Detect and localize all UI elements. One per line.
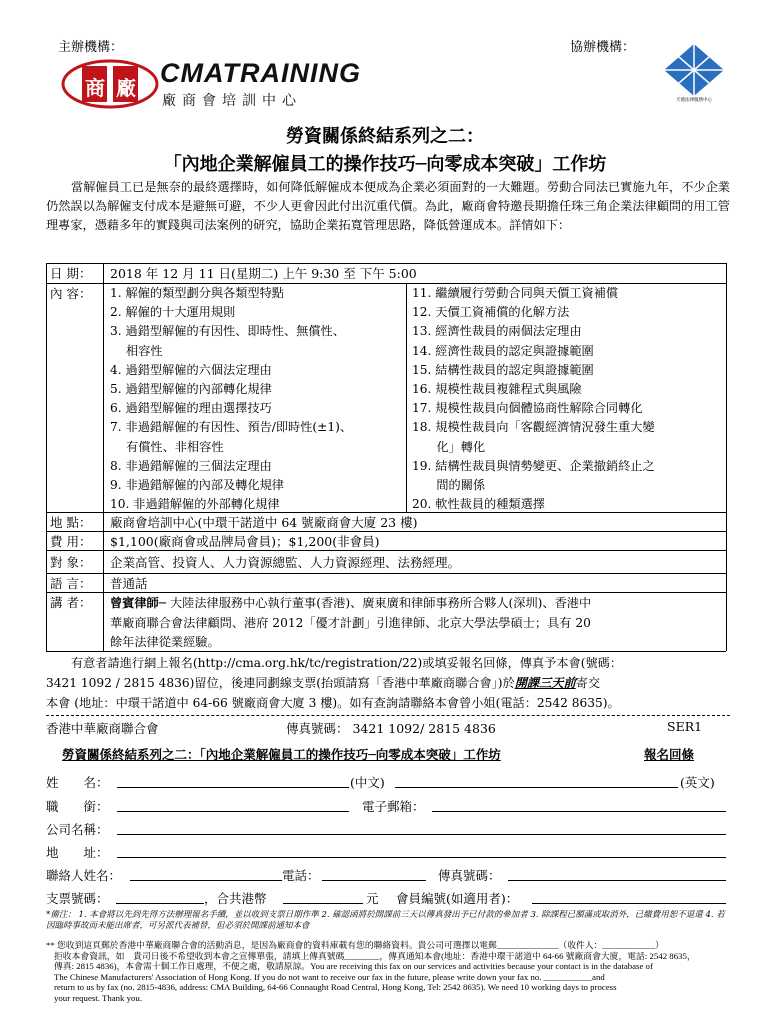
target-value: 企業高管、投資人、人力資源總監、人力資源經理、法務經理。	[110, 555, 461, 570]
content-item: 3. 過錯型解僱的有因性、即時性、無償性、	[110, 324, 345, 339]
contact-label: 聯絡人姓名：	[46, 868, 122, 883]
content-item: 14. 經濟性裁員的認定與證據範圍	[412, 343, 594, 358]
registration-line-3: 本會 (地址：中環干諾道中 64-66 號廠商會大廈 3 樓)。如有查詢請聯絡本會曾小姐(電話：2542 8635)。	[46, 696, 620, 710]
language-value: 普通話	[110, 576, 148, 591]
chinese-name-field[interactable]	[117, 787, 349, 788]
email-label: 電子郵箱：	[362, 799, 425, 814]
form-reply: 報名回條	[644, 747, 695, 762]
amount-label: ，合共港幣	[204, 891, 267, 906]
content-item: 6. 過錯型解僱的理由選擇技巧	[110, 401, 272, 416]
registration-line-2a: 3421 1092 / 2815 4836)留位，後連同劃線支票(抬頭請寫「香港中華廠商聯合會」)於	[46, 676, 515, 690]
content-item: 5. 過錯型解僱的內部轉化規律	[110, 382, 272, 397]
content-item: 20. 軟性裁員的種類選擇	[412, 497, 545, 512]
content-item: 10. 非過錯解僱的外部轉化規律	[110, 497, 280, 512]
form-fax: 傳真號碼： 3421 1092/ 2815 4836	[286, 721, 496, 736]
content-item: 15. 結構性裁員的認定與證據範圍	[412, 362, 594, 377]
content-item: 4. 過錯型解僱的六個法定理由	[110, 362, 272, 377]
title-line-1: 勞資關係終結系列之二：	[286, 126, 484, 147]
dollar-label: 元	[366, 891, 379, 906]
chinese-label: (中文)	[350, 775, 385, 790]
fee-label: 費 用：	[50, 534, 92, 549]
address-label: 地 址：	[46, 845, 109, 860]
content-item: 有償性、非相容性	[110, 439, 224, 454]
language-label: 語 言：	[50, 576, 92, 591]
company-field[interactable]	[117, 834, 726, 835]
position-label: 職 銜：	[46, 799, 109, 814]
content-item: 7. 非過錯解僱的有因性、預告/即時性(±1)、	[110, 420, 353, 435]
seal-char-1: 商	[85, 76, 105, 100]
speaker-line-3: 餘年法律從業經驗。	[110, 635, 220, 649]
logo-sub: 廠商會培訓中心	[162, 93, 302, 109]
content-label: 內 容：	[50, 286, 92, 301]
registration-text	[46, 653, 730, 713]
english-name-field[interactable]	[395, 787, 678, 788]
intro-paragraph: 當解僱員工已是無奈的最終選擇時，如何降低解僱成本便成為企業必須面對的一大難題。勞動合同法已實施九年，不少企業仍然誤以為解僱支付成本是避無可避，不少人更會因此付出沉重代價。為此，廠商會特邀長期擔任珠三角企業法律顧問的用工管理專家，憑藉多年的實踐與司法案例的研究，協助企業拓寬管理思路，降低營運成本。詳情如下：	[46, 180, 730, 232]
content-item: 16. 規模性裁員複雜程式與風險	[412, 382, 582, 397]
target-label: 對 象：	[50, 555, 92, 570]
contact-name-field[interactable]	[130, 880, 282, 881]
co-logo-caption: 天德法律服務中心	[676, 98, 712, 103]
fee-value: $1,100(廠商會或品牌局會員)；$1,200(非會員)	[110, 534, 380, 549]
content-item: 11. 繼續履行勞動合同與天價工資補償	[412, 286, 619, 300]
content-item: 相容性	[110, 343, 163, 358]
form-title: 勞資關係終結系列之二：「內地企業解僱員工的操作技巧─向零成本突破」工作坊	[62, 747, 501, 762]
speaker-block	[110, 594, 720, 653]
phone-field[interactable]	[322, 880, 426, 881]
form-code: SER1	[667, 719, 703, 734]
content-item: 1. 解僱的類型劃分與各類型特點	[110, 286, 284, 300]
member-field[interactable]	[532, 903, 726, 904]
cma-seal-icon	[60, 58, 160, 110]
name-label: 姓 名：	[46, 775, 109, 790]
cheque-label: 支票號碼：	[46, 891, 109, 906]
venue-label: 地 點：	[50, 515, 92, 530]
registration-line-2c: 寄交	[575, 676, 601, 690]
registration-deadline: 開課三天前	[514, 676, 576, 690]
english-label: (英文)	[680, 775, 715, 790]
content-item: 化」轉化	[412, 439, 486, 454]
company-label: 公司名稱：	[46, 822, 109, 837]
speaker-line-2: 華廠商聯合會法律顧問、港府 2012「優才計劃」引進律師、北京大學法學碩士；具有 20	[110, 615, 591, 630]
cma-logo	[60, 58, 380, 110]
footer-line-2: 拒收本會資訊，如 貴司日後不希望收到本會之宣傳單張，請填上傳真號碼________，傳真通知本會(地址：香港中環干諾道中 64-66 號廠商會大廈，電話: 2542 8635，	[54, 950, 696, 961]
fax-field[interactable]	[508, 880, 726, 881]
registration-line-1: 有意者請進行網上報名(http://cma.org.hk/tc/registration/22)或填妥報名回條，傳真予本會(號碼：	[71, 656, 623, 670]
form-org: 香港中華廠商聯合會	[46, 721, 159, 736]
content-item: 17. 規模性裁員向個體協商性解除合同轉化	[412, 401, 643, 416]
speaker-line-1: ─ 大陸法律服務中心執行董事(香港)、廣東廣和律師事務所合夥人(深圳)、香港中	[158, 596, 592, 610]
phone-label: 電話：	[282, 868, 320, 883]
title-line-2: 「內地企業解僱員工的操作技巧─向零成本突破」工作坊	[163, 154, 607, 175]
amount-field[interactable]	[283, 903, 363, 904]
content-item: 間的關係	[412, 478, 486, 493]
seal-char-2: 廠	[116, 76, 136, 100]
content-item: 13. 經濟性裁員的兩個法定理由	[412, 324, 582, 339]
logo-brand: CMATRAINING	[160, 58, 361, 88]
cheque-field[interactable]	[116, 903, 204, 904]
co-organizer-logo	[662, 44, 726, 106]
content-item: 12. 天價工資補償的化解方法	[412, 305, 570, 320]
co-organizer-label: 協辦機構：	[570, 40, 636, 55]
content-item: 9. 非過錯解僱的內部及轉化規律	[110, 478, 284, 493]
address-field[interactable]	[117, 857, 726, 858]
footer-line-3: 傳真: 2815 4836)，本會需十個工作日處理，不便之處，敬請原諒。You are receiving this fax on our services and activities because your contact is in the database of	[54, 961, 653, 972]
date-label: 日 期：	[50, 266, 92, 281]
content-item: 8. 非過錯解僱的三個法定理由	[110, 458, 272, 473]
notes: *備注： 1. 本會將以先到先得方法辦理報名手續，並以收到支票日期作準 2. 確認函將於開課前三天以傳真發出予已付款的參加者 3. 除課程已額滿或取消外，已繳費用恕不退還 4. 若因臨時事故而未能出席者，可另派代表補替，但必須於開課前通知本會	[46, 910, 725, 931]
date-value: 2018 年 12 月 11 日(星期二) 上午 9:30 至 下午 5:00	[110, 266, 417, 281]
cut-line	[46, 715, 730, 716]
footer-disclaimer	[46, 940, 730, 1004]
content-item: 2. 解僱的十大運用規則	[110, 305, 236, 320]
content-item: 19. 結構性裁員與情勢變更、企業撤銷終止之	[412, 458, 655, 473]
content-right-list	[412, 284, 655, 514]
fax-label: 傳真號碼：	[438, 868, 501, 883]
footer-line-4: The Chinese Manufacturers' Association of Hong Kong. If you do not want to receive our fax in the future, please write down your fax no. ___________and	[54, 971, 605, 982]
organizer-label: 主辦機構：	[58, 40, 124, 55]
content-left-list	[110, 284, 352, 514]
diamond-logo-icon	[662, 44, 726, 96]
member-label: 會員編號(如適用者)：	[396, 891, 519, 906]
position-field[interactable]	[117, 811, 349, 812]
footer-line-6: your request. Thank you.	[54, 992, 143, 1003]
footer-line-5: return to us by fax (no. 2815-4836, address: CMA Building, 64-66 Connaught Road Central, Hong Kong, Tel: 2542 8635). We need 10 working days to process	[54, 982, 617, 993]
footer-line-1: ** 您收到這頁郵於香港中華廠商聯合會的活動消息，是因為廠商會的資料庫載有您的聯絡資料。貴公司可選擇以電郵______________（收件人：____________）	[46, 940, 664, 950]
content-item: 18. 規模性裁員向「客觀經濟情況發生重大變	[412, 420, 655, 435]
speaker-name: 曾賓律師	[110, 596, 159, 610]
email-field[interactable]	[432, 811, 726, 812]
venue-value: 廠商會培訓中心(中環干諾道中 64 號廠商會大廈 23 樓)	[110, 515, 418, 530]
speaker-label: 講 者：	[50, 595, 92, 610]
